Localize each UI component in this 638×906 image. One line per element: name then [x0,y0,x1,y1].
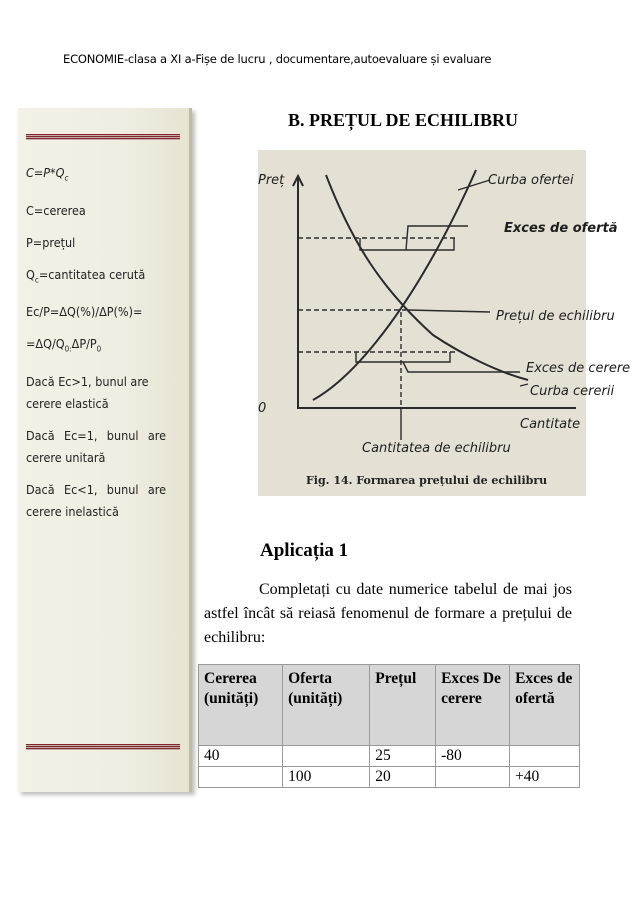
col-header-exces-cerere: Exces De cerere [436,665,510,746]
col-header-exces-oferta: Exces de ofertă [510,665,580,746]
demand-label: Curba cererii [530,384,615,399]
equilibrium-figure [258,150,631,496]
sidebar-notes [26,162,166,533]
equilibrium-table [198,664,580,788]
table-cell[interactable]: 25 [370,746,436,767]
formula-line: $C=P*Q_c$ [26,165,69,183]
figure-caption: Fig. 14. Formarea prețului de echilibru [306,474,548,487]
excess-supply-label: Exces de ofertă [504,221,618,236]
table-cell[interactable]: -80 [436,746,510,767]
table-cell[interactable] [436,767,510,788]
cererea-line: C=cererea [26,202,86,218]
table-cell[interactable]: +40 [510,767,580,788]
excess-demand-pointer [403,362,520,372]
eq-qty-label: Cantitatea de echilibru [362,441,511,456]
demand-curve [326,175,528,380]
table-cell[interactable] [199,767,283,788]
table-header-row [199,665,580,746]
application-title: Aplicația 1 [260,540,349,561]
supply-pointer [458,180,490,190]
excess-demand-label: Exces de cerere [526,361,631,376]
y-axis-label: Preț [258,173,285,188]
inelastic-note: Dacă Ec<1, bunul are cerere inelastică [26,481,166,519]
supply-label: Curba ofertei [488,173,574,188]
application-text: Completați cu date numerice tabelul de mai jos astfel încât să reiasă fenomenul de formare a prețului de echilibru: [204,581,572,646]
elastic-note: Dacă Ec>1, bunul are cerere elastică [26,373,149,411]
table-cell[interactable]: 100 [283,767,370,788]
table-cell[interactable] [510,746,580,767]
origin-label: 0 [258,401,267,416]
table-row [199,746,580,767]
col-header-pretul: Prețul [370,665,436,746]
sidebar-bottom-divider [26,744,180,750]
sidebar-top-divider [26,134,180,140]
table-row [199,767,580,788]
elasticity-formula-2: $=\Delta Q/Q_{0:}\Delta P/P_0$ [26,336,102,354]
eq-price-pointer [408,310,490,312]
table-cell[interactable] [283,746,370,767]
pretul-line: P=prețul [26,234,76,250]
x-axis-label: Cantitate [520,417,581,432]
elasticity-formula: Ec/P=ΔQ(%)/ΔP(%)= [26,304,143,319]
page-header: ECONOMIE-clasa a XI a-Fișe de lucru , documentare,autoevaluare și evaluare [63,52,492,66]
unitar-note: Dacă Ec=1, bunul are cerere unitară [26,427,166,465]
eq-price-label: Prețul de echilibru [496,309,615,324]
section-title: B. PREȚUL DE ECHILIBRU [288,110,519,130]
table-cell[interactable]: 20 [370,767,436,788]
table-cell[interactable]: 40 [199,746,283,767]
qc-line: $Q_c=cantitatea$ cerută [26,266,146,284]
col-header-cererea: Cererea (unități) [199,665,283,746]
col-header-oferta: Oferta (unități) [283,665,370,746]
